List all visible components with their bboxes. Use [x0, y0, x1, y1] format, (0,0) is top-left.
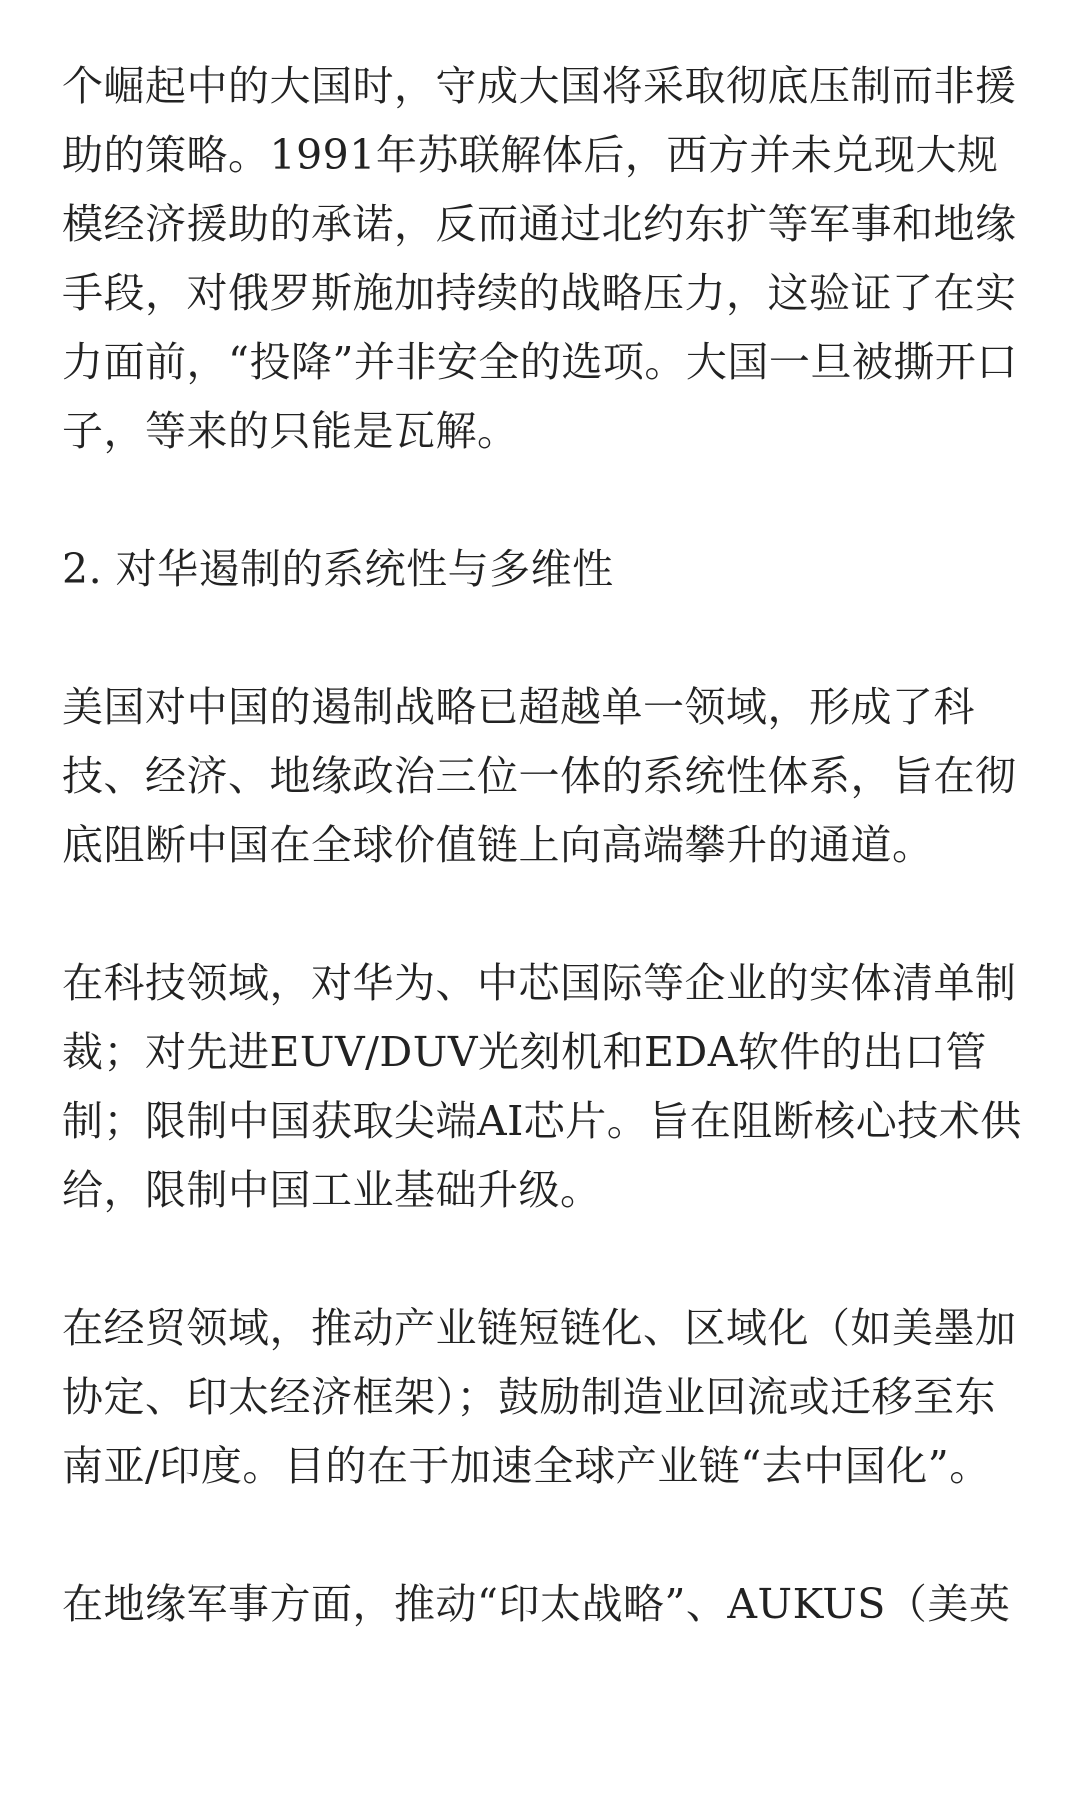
paragraph-trade: 在经贸领域，推动产业链短链化、区域化（如美墨加协定、印太经济框架）；鼓励制造业回流或迁移至东南亚/印度。目的在于加速全球产业链“去中国化”。 [62, 1304, 1017, 1490]
paragraph-overview: 美国对中国的遏制战略已超越单一领域，形成了科技、经济、地缘政治三位一体的系统性体系，旨在彻底阻断中国在全球价值链上向高端攀升的通道。 [62, 683, 1017, 869]
paragraph-intro: 个崛起中的大国时，守成大国将采取彻底压制而非援助的策略。1991年苏联解体后，西方并未兑现大规模经济援助的承诺，反而通过北约东扩等军事和地缘手段，对俄罗斯施加持续的战略压力，这验证了在实力面前，“投降”并非安全的选项。大国一旦被撕开口子，等来的只能是瓦解。 [62, 62, 1018, 455]
paragraph-geopolitics: 在地缘军事方面，推动“印太战略”、AUKUS（美英 [62, 1580, 1011, 1628]
section-heading: 2. 对华遏制的系统性与多维性 [62, 545, 614, 593]
paragraph-technology: 在科技领域，对华为、中芯国际等企业的实体清单制裁；对先进EUV/DUV光刻机和EDA软件的出口管制；限制中国获取尖端AI芯片。旨在阻断核心技术供给，限制中国工业基础升级。 [62, 959, 1022, 1214]
article-body [62, 52, 1022, 1708]
